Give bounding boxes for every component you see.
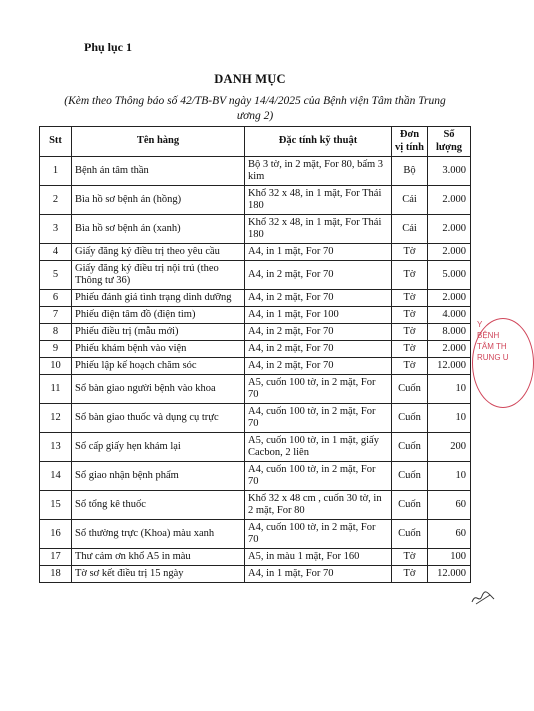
cell-unit: Cuốn	[392, 404, 428, 433]
cell-spec: A4, in 1 mặt, For 70	[245, 566, 392, 583]
cell-stt: 1	[40, 157, 72, 186]
cell-name: Bệnh án tâm thần	[72, 157, 245, 186]
stamp-line: RUNG U	[477, 353, 509, 362]
cell-name: Phiếu điện tâm đồ (điện tim)	[72, 307, 245, 324]
table-row	[40, 290, 471, 307]
cell-spec: A5, cuốn 100 tờ, in 2 mặt, For 70	[245, 375, 392, 404]
cell-spec: A4, in 2 mặt, For 70	[245, 290, 392, 307]
stamp-line: Y	[477, 320, 483, 329]
cell-qty: 60	[428, 491, 471, 520]
cell-spec: A4, cuốn 100 tờ, in 2 mặt, For 70	[245, 404, 392, 433]
item-table	[39, 126, 471, 583]
cell-stt: 15	[40, 491, 72, 520]
signature-mark	[470, 590, 496, 606]
table-row	[40, 215, 471, 244]
cell-unit: Cái	[392, 186, 428, 215]
cell-stt: 17	[40, 549, 72, 566]
cell-stt: 11	[40, 375, 72, 404]
table-row	[40, 157, 471, 186]
cell-unit: Tờ	[392, 566, 428, 583]
cell-qty: 200	[428, 433, 471, 462]
cell-spec: A5, cuốn 100 tờ, in 1 mặt, giấy Cacbon, 2 liên	[245, 433, 392, 462]
cell-spec: Khổ 32 x 48, in 1 mặt, For Thái 180	[245, 215, 392, 244]
cell-name: Bìa hồ sơ bệnh án (xanh)	[72, 215, 245, 244]
cell-name: Giấy đăng ký điều trị nội trú (theo Thông tư 36)	[72, 261, 245, 290]
cell-name: Sổ bàn giao thuốc và dụng cụ trực	[72, 404, 245, 433]
cell-spec: A4, cuốn 100 tờ, in 2 mặt, For 70	[245, 462, 392, 491]
cell-unit: Cái	[392, 215, 428, 244]
cell-stt: 7	[40, 307, 72, 324]
cell-spec: Khổ 32 x 48 cm , cuốn 30 tờ, in 2 mặt, For 80	[245, 491, 392, 520]
cell-qty: 12.000	[428, 566, 471, 583]
cell-spec: A4, in 1 mặt, For 70	[245, 244, 392, 261]
cell-unit: Tờ	[392, 324, 428, 341]
cell-stt: 12	[40, 404, 72, 433]
cell-unit: Tờ	[392, 358, 428, 375]
cell-spec: A5, in màu 1 mặt, For 160	[245, 549, 392, 566]
cell-qty: 8.000	[428, 324, 471, 341]
cell-name: Phiếu điều trị (mẫu mới)	[72, 324, 245, 341]
cell-stt: 6	[40, 290, 72, 307]
cell-name: Phiếu khám bệnh vào viện	[72, 341, 245, 358]
cell-stt: 10	[40, 358, 72, 375]
table-row	[40, 375, 471, 404]
cell-name: Sổ giao nhận bệnh phẩm	[72, 462, 245, 491]
cell-qty: 4.000	[428, 307, 471, 324]
cell-name: Sổ cấp giấy hẹn khám lại	[72, 433, 245, 462]
cell-unit: Cuốn	[392, 375, 428, 404]
header-stt: Stt	[40, 127, 72, 157]
cell-spec: A4, in 2 mặt, For 70	[245, 358, 392, 375]
stamp-line: BỆNH	[477, 331, 500, 340]
table-row	[40, 186, 471, 215]
table-header-row	[40, 127, 471, 157]
hospital-stamp	[472, 318, 534, 408]
cell-unit: Tờ	[392, 244, 428, 261]
cell-qty: 2.000	[428, 215, 471, 244]
cell-unit: Tờ	[392, 549, 428, 566]
cell-stt: 8	[40, 324, 72, 341]
table-row	[40, 433, 471, 462]
cell-stt: 13	[40, 433, 72, 462]
cell-qty: 2.000	[428, 244, 471, 261]
cell-qty: 3.000	[428, 157, 471, 186]
cell-stt: 3	[40, 215, 72, 244]
cell-qty: 12.000	[428, 358, 471, 375]
cell-unit: Cuốn	[392, 462, 428, 491]
header-name: Tên hàng	[72, 127, 245, 157]
cell-spec: A4, in 2 mặt, For 70	[245, 324, 392, 341]
cell-unit: Tờ	[392, 290, 428, 307]
document-title: DANH MỤC	[214, 72, 286, 86]
cell-qty: 2.000	[428, 290, 471, 307]
cell-qty: 60	[428, 520, 471, 549]
cell-qty: 2.000	[428, 186, 471, 215]
cell-stt: 16	[40, 520, 72, 549]
cell-unit: Tờ	[392, 261, 428, 290]
cell-stt: 4	[40, 244, 72, 261]
table-row	[40, 566, 471, 583]
cell-name: Sổ tổng kê thuốc	[72, 491, 245, 520]
cell-qty: 10	[428, 404, 471, 433]
appendix-label: Phụ lục 1	[84, 40, 133, 54]
cell-name: Thư cảm ơn khổ A5 in màu	[72, 549, 245, 566]
cell-name: Sổ bàn giao người bệnh vào khoa	[72, 375, 245, 404]
cell-stt: 14	[40, 462, 72, 491]
cell-qty: 10	[428, 462, 471, 491]
cell-stt: 5	[40, 261, 72, 290]
cell-stt: 18	[40, 566, 72, 583]
table-row	[40, 358, 471, 375]
cell-unit: Cuốn	[392, 520, 428, 549]
table-row	[40, 491, 471, 520]
cell-spec: A4, in 1 mặt, For 100	[245, 307, 392, 324]
cell-name: Bìa hồ sơ bệnh án (hồng)	[72, 186, 245, 215]
cell-stt: 2	[40, 186, 72, 215]
cell-unit: Bộ	[392, 157, 428, 186]
table-row	[40, 549, 471, 566]
cell-stt: 9	[40, 341, 72, 358]
table-row	[40, 404, 471, 433]
cell-qty: 2.000	[428, 341, 471, 358]
stamp-line: TÂM TH	[477, 342, 507, 351]
cell-spec: Khổ 32 x 48, in 1 mặt, For Thái 180	[245, 186, 392, 215]
header-spec: Đặc tính kỹ thuật	[245, 127, 392, 157]
cell-spec: Bộ 3 tờ, in 2 mặt, For 80, bấm 3 kim	[245, 157, 392, 186]
cell-unit: Tờ	[392, 307, 428, 324]
table-row	[40, 307, 471, 324]
cell-qty: 10	[428, 375, 471, 404]
cell-name: Giấy đăng ký điều trị theo yêu cầu	[72, 244, 245, 261]
cell-name: Sổ thường trực (Khoa) màu xanh	[72, 520, 245, 549]
cell-qty: 100	[428, 549, 471, 566]
cell-unit: Cuốn	[392, 491, 428, 520]
table-row	[40, 520, 471, 549]
table-row	[40, 261, 471, 290]
table-row	[40, 462, 471, 491]
cell-name: Phiếu đánh giá tình trạng dinh dưỡng	[72, 290, 245, 307]
document-subtitle: (Kèm theo Thông báo số 42/TB-BV ngày 14/4/2025 của Bệnh viện Tâm thần Trung ương 2)	[64, 95, 446, 122]
cell-spec: A4, in 2 mặt, For 70	[245, 341, 392, 358]
table-row	[40, 244, 471, 261]
cell-unit: Tờ	[392, 341, 428, 358]
cell-spec: A4, cuốn 100 tờ, in 2 mặt, For 70	[245, 520, 392, 549]
table-row	[40, 324, 471, 341]
cell-unit: Cuốn	[392, 433, 428, 462]
cell-qty: 5.000	[428, 261, 471, 290]
header-qty: Số lượng	[428, 127, 471, 157]
table-row	[40, 341, 471, 358]
header-unit: Đơn vị tính	[392, 127, 428, 157]
cell-name: Phiếu lập kế hoạch chăm sóc	[72, 358, 245, 375]
cell-spec: A4, in 2 mặt, For 70	[245, 261, 392, 290]
cell-name: Tờ sơ kết điều trị 15 ngày	[72, 566, 245, 583]
